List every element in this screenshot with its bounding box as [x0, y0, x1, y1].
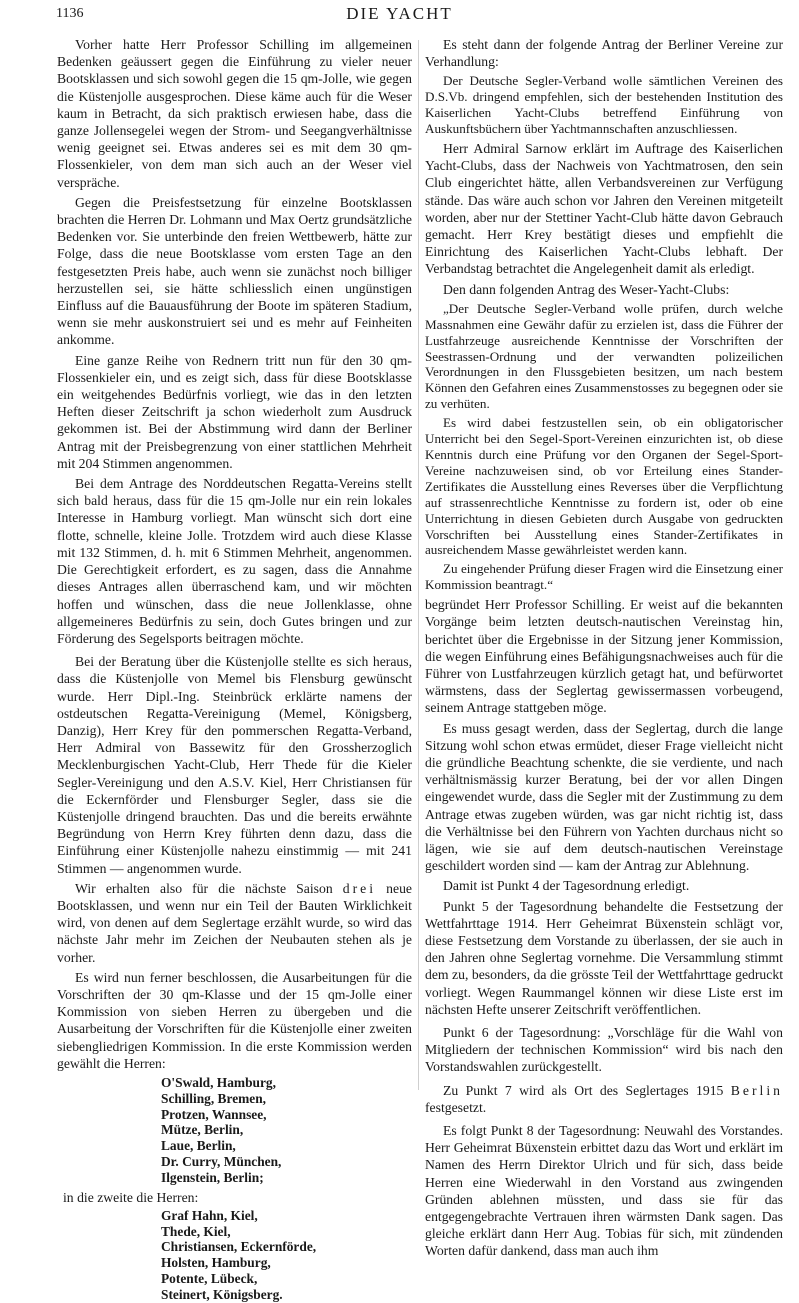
list-item: Christiansen, Eckernförde,	[161, 1239, 317, 1255]
paragraph: Es folgt Punkt 8 der Tagesordnung: Neuwahl des Vorstandes. Herr Geheimrat Büxenstein erbittet dazu das Wort und erklärt im Namen des Herrn Direktor Ulrich und für sich, dass beide Herren eine Wiederwahl in den Vorstand aus zwingenden Gründen ablehnen müssten, und dass sie für das entgegengebrachte Vertrauen ihren wärmsten Dank sagen. Das gleiche erklärt dann Herr Aug. Tobias für sich, mit zündenden Worten dafür dankend, dass man auch ihm	[425, 1123, 783, 1259]
text-run: festgesetzt.	[425, 1099, 487, 1115]
list-item: O'Swald, Hamburg,	[161, 1074, 276, 1090]
paragraph: Punkt 6 der Tagesordnung: „Vorschläge für die Wahl von Mitgliedern der technischen Kommission“ wird bis nach den Vorstandswahlen zurückgestellt.	[425, 1025, 783, 1075]
text-run: neue Bootsklassen, und wenn nur ein Teil der Bauten Wirklichkeit wird, von denen auf dem Seglertage erzählt wurde, so wird das nächste Jahr mehr im Zeichen der Neubauten stehen als je vorher.	[57, 880, 413, 965]
paragraph: Damit ist Punkt 4 der Tagesordnung erledigt.	[443, 878, 690, 894]
paragraph: Es muss gesagt werden, dass der Seglertag, durch die lange Sitzung wohl schon etwas ermüdet, dieser Frage vielleicht nicht die gründliche Beachtung schenkte, die sie verdiente, und nach verhältnismässig kurzer Beratung, bei der vor allen Dingen eingewendet wurde, dass die Segler mit der Zustimmung zu dem Antrage etwas zugeben würden, was gar nicht richtig ist, dass die Verhältnisse bei den Führern von Yachten durchaus nicht so lägen, wie sie auf dem deutsch-nautischen Vereinstage geschildert worden sind — kam der Antrag zur Ablehnung.	[425, 720, 783, 874]
list-item: Steinert, Königsberg.	[161, 1286, 283, 1302]
list-item: Laue, Berlin,	[161, 1138, 236, 1154]
quoted-motion: „Der Deutsche Segler-Verband wolle prüfen, durch welche Massnahmen eine Gewähr dafür zu erzielen ist, dass die Führer der Lustfahrzeuge ausreichende Kenntnisse der Vorschriften der Seestrassen-Ordnung und der verwandten polizeilichen Verordnungen in den Flussgebieten besitzen, um nach bestem Können den Gefahren eines Zusammenstosses zu begegnen oder sie zu verhüten.	[425, 300, 783, 412]
list-item: Dr. Curry, München,	[161, 1153, 282, 1169]
list-item: Schilling, Bremen,	[161, 1090, 267, 1106]
running-title: DIE YACHT	[346, 4, 453, 23]
quoted-motion: Es wird dabei festzustellen sein, ob ein obligatorischer Unterricht bei den Segel-Sport-Vereinen einzurichten ist, ob diese Kenntnis durch eine Prüfung vor den Organen der Segel-Sport-Vereine nachzuweisen sind, ob vor Erteilung eines Stander-Zertifikates die Ausstellung eines Reverses über die Verpflichtung auf strassenrechtliche Kenntnisse zu fordern ist, oder ob eine Unterrichtung in diesen Gebieten durch Ausgabe von gedruckten Vorschriften bei Ausstellung eines Stander-Zertifikates in ausreichendem Masse gewährleistet werden kann.	[425, 415, 783, 558]
page-number: 1136	[56, 6, 84, 21]
list-item: Mütze, Berlin,	[161, 1122, 244, 1138]
paragraph: Eine ganze Reihe von Rednern tritt nun für den 30 qm-Flossenkieler ein, und es zeigt sich, dass für diese Bootsklasse ein weitgehendes Bedürfnis vorliegt, wie das in den letzten Heften dieser Zeitschrift ja schon wiederholt zum Ausdruck gekommen ist. Bei der Abstimmung wird dann der Berliner Antrag mit der Preisbegrenzung von einer stattlichen Mehrheit mit 204 Stimmen angenommen.	[57, 352, 412, 471]
paragraph: Herr Admiral Sarnow erklärt im Auftrage des Kaiserlichen Yacht-Clubs, dass der Nachweis von Yachtmatrosen, den sein Club eingerichtet hätte, allen Verbandsvereinen zur Verfügung stände. Das wäre auch schon vor Jahren den Vereinen mitgeteilt worden, aber nur der Stettiner Yacht-Club hätte davon Gebrauch gemacht. Herr Krey bestätigt dieses und empfiehlt die Einrichtung des Kaiserlichen Yacht-Clubs lebhaft. Der Verbandstag betrachtet die Angelegenheit damit als erledigt.	[425, 141, 783, 277]
commission-1-list	[161, 1075, 412, 1186]
list-item: Holsten, Hamburg,	[161, 1255, 271, 1271]
paragraph: Gegen die Preisfestsetzung für einzelne Bootsklassen brachten die Herren Dr. Lohmann und Max Oertz grundsätzliche Bedenken vor. Sie unterbinde den freien Wettbewerb, hätte zur Folge, dass die neue Bootsklasse vom ersten Tage an den festgesetzten Preis habe, auch wenn sie zunächst noch billiger herzustellen sei, sie hätte schliesslich einen ungünstigen Einfluss auf die Bauausführung der Boote im späteren Stadium, wenn sie mehr auskonstruiert sei und es mehr auf Feinheiten ankomme.	[57, 194, 412, 348]
paragraph	[57, 880, 412, 966]
spaced-word: Berlin	[730, 1082, 784, 1098]
left-column	[57, 36, 413, 1302]
commission-2-intro: in die zweite die Herren:	[63, 1189, 199, 1205]
quoted-motion: Zu eingehender Prüfung dieser Fragen wird die Einsetzung einer Kommission beantragt.“	[425, 561, 783, 593]
list-item: Thede, Kiel,	[161, 1223, 231, 1239]
paragraph: Bei der Beratung über die Küstenjolle stellte es sich heraus, dass die Küstenjolle von Memel bis Flensburg gewünscht wurde. Herr Dipl.-Ing. Steinbrück erklärte namens der ostdeutschen Regatta-Vereinigung (Memel, Königsberg, Danzig), Herr Krey für den pommerschen Regatta-Verband, Herr Admiral von Bassewitz für den Grossherzoglich Mecklenburgischen Yacht-Club, Herr Thede für die Kieler Segler-Vereinigung und den A.S.V. Kiel, Herr Christiansen für die Eckernförder und Flensburger Segler, dass sie die Küstenjolle dringend brauchten. Das und die bereits erwähnte Begründung von Herrn Krey führten denn dazu, dass die Einführung einer Küstenjolle nahezu einstimmig — mit 241 Stimmen — angenommen wurde.	[57, 654, 412, 876]
paragraph: Vorher hatte Herr Professor Schilling im allgemeinen Bedenken geäussert gegen die Einführung zu vieler neuer Bootsklassen und sich sowohl gegen die 15 qm-Jolle, wie gegen die Küstenjolle ausgesprochen. Diese käme auch für die Weser kaum in Betracht, da sich praktisch erwiesen habe, dass die ganze Jollensegelei wegen der Strom- und Seegangverhältnisse wenig geeignet sei. Etwas anderes sei es mit dem 30 qm-Flossenkieler, von dem man sich auch an der Weser viel verspräche.	[57, 37, 412, 190]
list-item: Graf Hahn, Kiel,	[161, 1207, 258, 1223]
page-header	[56, 4, 743, 26]
paragraph: begründet Herr Professor Schilling. Er weist auf die bekannten Vorgänge beim letzten deutsch-nautischen Vereinstag hin, berichtet über die Ergebnisse in der Sitzung jener Kommission, die wegen Einführung eines Befähigungsnachweises auch für die Führer von Lustfahrzeugen kürzlich getagt hat, und befürwortet wärmstens, dass der Seglertag gewissermassen vorbeugend, seinem Antrage stattgeben möge.	[425, 597, 783, 716]
paragraph: Bei dem Antrage des Norddeutschen Regatta-Vereins stellt sich bald heraus, dass für die 15 qm-Jolle nur ein rein lokales Interesse in Hamburg vorliegt. Man wünscht sich dort eine flotte, schnelle, kleine Jolle. Trotzdem wird auch diese Klasse mit 132 Stimmen, d. h. mit 6 Stimmen Mehrheit, angenommen. Die Gerechtigkeit erfordert, es zu sagen, dass die Annahme dieses Antrages allen überraschend kam, und wir möchten hoffen und wünschen, dass die neue Jollenklasse, ohne allgemeineres Bedürfnis zu sein, doch Gutes bringen und zur Förderung des Segelsports beitragen möchte.	[57, 476, 412, 646]
text-run: Zu Punkt 7 wird als Ort des Seglertages 1915	[443, 1082, 724, 1098]
quoted-motion: Der Deutsche Segler-Verband wolle sämtlichen Vereinen des D.S.Vb. dringend empfehlen, sich der bestehenden Institution des Kaiserlichen Yacht-Clubs betreffend Einführung von Auskunftsbüchern über Yachtmannschaften anzuschliessen.	[425, 73, 783, 137]
column-divider	[418, 40, 419, 1090]
paragraph: Es wird nun ferner beschlossen, die Ausarbeitungen für die Vorschriften der 30 qm-Klasse und der 15 qm-Jolle einer Kommission von sieben Herren zu übergeben und die Ausarbeitung der Vorschriften für die Küstenjolle einer zweiten siebengliedrigen Kommission. In die erste Kommission werden gewählt die Herren:	[57, 969, 412, 1071]
list-item: Ilgenstein, Berlin;	[161, 1169, 264, 1185]
paragraph: Es steht dann der folgende Antrag der Berliner Vereine zur Verhandlung:	[425, 37, 783, 70]
paragraph	[425, 1082, 783, 1116]
right-column	[425, 36, 784, 1259]
paragraph: Den dann folgenden Antrag des Weser-Yacht-Clubs:	[443, 281, 730, 297]
paragraph: Punkt 5 der Tagesordnung behandelte die Festsetzung der Wettfahrttage 1914. Herr Geheimrat Büxenstein schlägt vor, diese Festsetzung dem Vorstande zu überlassen, der sie auch in den Jahren ohne Seglertag vornehme. Die Versammlung stimmt dem zu, besonders, da die grösste Teil der Wettfahrttage gedruckt vorliegt. Wegen Raummangel können wir diese Liste erst im nächsten Hefte unserer Zeitschrift veröffentlichen.	[425, 898, 783, 1017]
spaced-word: drei	[342, 880, 377, 896]
commission-2-list	[161, 1208, 412, 1303]
list-item: Protzen, Wannsee,	[161, 1106, 267, 1122]
list-item: Potente, Lübeck,	[161, 1270, 258, 1286]
text-run: Wir erhalten also für die nächste Saison	[75, 880, 333, 896]
